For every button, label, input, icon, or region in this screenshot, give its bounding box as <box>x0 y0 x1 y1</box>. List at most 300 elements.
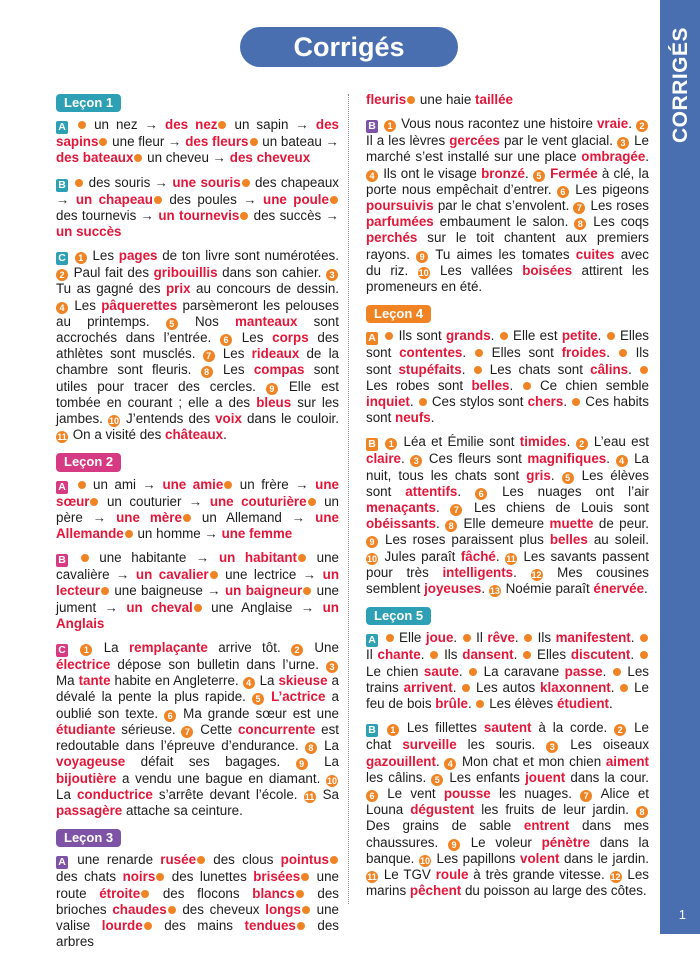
answer-word: pousse <box>443 785 491 801</box>
exercise-text: . <box>452 679 462 695</box>
sentence-number: 4 <box>366 170 378 182</box>
bullet-dot <box>242 179 250 187</box>
bullet-dot <box>476 700 484 708</box>
sentence-number: 11 <box>57 432 67 443</box>
answer-word: remplaçante <box>128 640 208 656</box>
answer-word: des nez <box>165 117 218 133</box>
exercise-text: des brioches <box>56 885 339 917</box>
bullet-dot <box>78 481 86 489</box>
exercise-text: de ton livre sont numérotées. <box>157 248 339 264</box>
bullet-dot <box>303 587 311 595</box>
bullet-dot <box>620 684 628 692</box>
exercise-text: L’eau est <box>593 434 649 450</box>
answer-word: corps <box>272 330 309 346</box>
exercise-text: embaument le salon. <box>433 214 575 230</box>
answer-word: des bateaux <box>56 150 134 166</box>
answer-word: vraie <box>596 116 629 132</box>
exercise-text: . <box>468 696 476 712</box>
exercise-paragraph <box>56 117 339 166</box>
bullet-dot <box>134 154 142 162</box>
bullet-dot <box>607 332 615 340</box>
column-divider <box>348 94 349 904</box>
sentence-number: 10 <box>418 267 429 278</box>
answer-word: chers <box>527 394 564 410</box>
exercise-text: une jument → <box>56 583 339 615</box>
exercise-text: Les roses <box>590 198 649 214</box>
answer-word: arrivent <box>403 679 453 695</box>
lesson-heading: Leçon 4 <box>366 305 431 323</box>
exercise-text: Les roses paraissent plus <box>385 532 550 548</box>
exercise-text: Tu aimes les tomates <box>435 246 576 262</box>
sentence-number: 8 <box>305 742 317 754</box>
answer-word: manifestent <box>555 630 631 646</box>
sentence-number: 2 <box>56 269 68 281</box>
answer-word: un habitant <box>218 550 298 566</box>
answer-word: manteaux <box>234 313 298 329</box>
exercise-text: arrive tôt. <box>207 640 292 656</box>
exercise-text: de la chambre sont fleuris. <box>56 346 339 378</box>
exercise-text: une cavalière → <box>56 550 339 583</box>
exercise-text: du poisson au large des côtes. <box>461 883 647 899</box>
exercise-text: dépose son bulletin dans l’urne. <box>110 657 326 673</box>
bullet-dot <box>144 922 152 930</box>
answer-word: une couturière <box>209 493 307 509</box>
exercise-text: Les fillettes <box>406 720 484 736</box>
sentence-number: 6 <box>366 790 378 802</box>
sentence-number: 6 <box>475 488 487 500</box>
exercise-text: Alice et Louna <box>366 785 649 818</box>
exercise-text: Mes cousines semblent <box>366 564 649 597</box>
exercise-text: On a visité des <box>72 427 166 443</box>
exercise-text: . <box>420 647 430 663</box>
exercise-badge: A <box>56 121 68 134</box>
exercise-text: à clé, la porte nous empêchait d’entrer. <box>366 165 649 197</box>
exercise-text: une lectrice → <box>225 567 323 583</box>
exercise-text: Le feu de bois <box>366 679 649 712</box>
exercise-text: a dévalé la pente la plus rapide. <box>56 673 339 705</box>
bullet-dot <box>430 651 438 659</box>
answer-word: pages <box>118 248 158 264</box>
bullet-dot <box>330 856 338 864</box>
exercise-text: dans la banque. <box>366 834 649 866</box>
exercise-badge: B <box>366 724 378 737</box>
sentence-number: 11 <box>506 553 516 564</box>
bullet-dot <box>386 634 394 642</box>
exercise-text: Léa et Émilie sont <box>403 434 520 450</box>
exercise-text: avec du riz. <box>366 246 649 278</box>
sentence-number: 6 <box>557 186 569 198</box>
exercise-text: Elles <box>537 647 571 663</box>
exercise-text: Les élèves sont <box>366 467 649 499</box>
side-title <box>666 26 696 144</box>
exercise-text: Ma grande sœur est une <box>183 705 339 721</box>
bullet-dot <box>419 398 427 406</box>
exercise-text: . <box>524 165 533 181</box>
exercise-text: . <box>495 548 505 564</box>
answer-word: un tournevis <box>158 207 240 223</box>
exercise-text: Tu as gagné des <box>56 281 166 297</box>
exercise-paragraph <box>56 248 339 443</box>
exercise-text: . <box>513 564 531 580</box>
exercise-text: Les vallées <box>440 262 523 278</box>
bullet-dot <box>500 332 508 340</box>
answer-word: longs <box>265 901 301 917</box>
exercise-text: Sa <box>322 786 339 802</box>
answer-word: une amie <box>162 476 224 492</box>
exercise-text: . <box>644 581 648 597</box>
sentence-number: 3 <box>546 741 558 753</box>
exercise-text: . <box>223 427 227 443</box>
exercise-text: Les marins <box>366 866 649 899</box>
sentence-number: 4 <box>616 455 628 467</box>
exercise-text: sont accrochés dans l’entrée. <box>56 313 339 346</box>
exercise-text: . <box>509 377 522 393</box>
sentence-number: 8 <box>445 520 457 532</box>
answer-word: froides <box>561 345 607 361</box>
bullet-dot <box>81 554 89 562</box>
exercise-text: Paul fait des <box>73 265 154 281</box>
exercise-text: . <box>461 361 473 377</box>
answer-word: pâquerettes <box>101 297 178 313</box>
right-column <box>366 92 649 907</box>
exercise-text: . <box>435 516 446 532</box>
exercise-text: . <box>458 663 469 679</box>
exercise-text: La <box>259 673 279 689</box>
sentence-number: 1 <box>384 120 396 132</box>
bullet-dot <box>463 634 471 642</box>
sentence-number: 7 <box>181 726 193 738</box>
exercise-text: . <box>435 753 445 769</box>
exercise-text: une renarde <box>77 852 161 868</box>
exercise-text: un frère → <box>239 476 316 492</box>
exercise-text: . <box>602 663 612 679</box>
sentence-number: 1 <box>385 438 397 450</box>
answer-word: passe <box>564 663 603 679</box>
exercise-text: des athlètes sont musclés. <box>56 330 340 362</box>
exercise-text: . <box>609 696 613 712</box>
sentence-number: 8 <box>574 218 586 230</box>
answer-word: discutent <box>570 647 631 663</box>
exercise-text: dans le couloir. <box>241 411 339 427</box>
exercise-text: Jules paraît <box>384 548 461 564</box>
exercise-text: Il <box>476 630 488 646</box>
answer-word: noirs <box>122 869 156 885</box>
bullet-dot <box>523 651 531 659</box>
bullet-dot <box>474 366 482 374</box>
sentence-number: 3 <box>326 269 338 281</box>
lesson-heading: Leçon 2 <box>56 453 121 471</box>
exercise-text: sur les jambes. <box>56 394 339 427</box>
bullet-dot <box>572 398 580 406</box>
exercise-paragraph <box>56 852 339 950</box>
exercise-text: attirent les promeneurs en été. <box>366 262 649 295</box>
exercise-text: des clous <box>213 852 281 868</box>
exercise-text: Elle <box>399 630 426 646</box>
exercise-text: . <box>401 451 411 467</box>
sentence-number: 7 <box>450 504 462 516</box>
answer-word: perchés <box>366 230 418 246</box>
exercise-text: des souris → <box>88 174 173 190</box>
answer-word: câlins <box>590 361 629 377</box>
exercise-text: Elle est <box>513 328 562 344</box>
exercise-text: a oublié son texte. <box>56 689 339 721</box>
exercise-text: Les nuages ont l’air <box>502 483 649 499</box>
answer-word: brûle <box>435 696 468 712</box>
answer-word: lourde <box>101 917 143 933</box>
answer-word: un succès <box>56 224 122 240</box>
exercise-badge: C <box>56 644 68 657</box>
bullet-dot <box>141 890 149 898</box>
exercise-text: de peur. <box>593 516 649 532</box>
answer-word: roule <box>435 866 469 882</box>
sentence-number: 2 <box>291 644 303 656</box>
exercise-text: Le marché s’est installé sur une place <box>366 133 649 165</box>
answer-word: poursuivis <box>366 198 434 214</box>
sentence-number: 9 <box>416 251 428 263</box>
lesson-heading: Leçon 5 <box>366 607 431 625</box>
sentence-number: 10 <box>108 416 119 427</box>
exercise-text: Les autos <box>476 679 541 695</box>
exercise-text: des succès → <box>253 207 339 223</box>
sentence-number: 8 <box>636 806 648 818</box>
sentence-number: 5 <box>252 693 264 705</box>
exercise-text: Les <box>241 330 273 346</box>
sentence-number: 8 <box>201 366 213 378</box>
exercise-text: . <box>513 647 523 663</box>
answer-word: une sœur <box>56 476 339 509</box>
exercise-text: . <box>630 630 639 646</box>
answer-word: taillée <box>475 92 513 107</box>
answer-word: gercées <box>449 133 500 149</box>
exercise-text: un nez → <box>94 117 166 133</box>
bullet-dot <box>218 121 226 129</box>
answer-word: des sapins <box>56 117 339 150</box>
exercise-text: Des grains de sable <box>366 818 524 834</box>
exercise-text: Le vent <box>387 785 444 801</box>
sentence-number: 3 <box>326 661 338 673</box>
exercise-paragraph <box>56 640 339 819</box>
exercise-paragraph <box>366 434 649 597</box>
exercise-text: . <box>610 679 620 695</box>
sentence-number: 9 <box>448 839 460 851</box>
exercise-paragraph <box>56 477 339 543</box>
bullet-dot <box>523 382 531 390</box>
bullet-dot <box>240 212 248 220</box>
answer-word: entrent <box>523 818 570 834</box>
bullet-dot <box>210 571 218 579</box>
exercise-text: les câlins. <box>366 769 432 785</box>
exercise-text: attache sa ceinture. <box>122 802 243 818</box>
answer-word: dégustent <box>410 802 475 818</box>
exercise-badge: A <box>366 332 378 345</box>
exercise-text: une Anglaise → <box>211 599 323 615</box>
page-number: 1 <box>678 907 686 922</box>
exercise-text: est redoutable dans l’épreuve d’endurance. <box>56 721 339 754</box>
exercise-text: dans le jardin. <box>559 850 650 866</box>
exercise-text: La caravane <box>483 663 565 679</box>
exercise-text: . <box>563 394 572 410</box>
exercise-text: sur le toit chantent aux premiers rayons. <box>366 230 649 262</box>
exercise-text: Ces fleurs sont <box>428 451 528 467</box>
exercise-text: Vous nous racontez une histoire <box>401 116 597 132</box>
exercise-text: Il <box>366 647 378 663</box>
bullet-dot <box>385 332 393 340</box>
bullet-dot <box>475 349 483 357</box>
exercise-text: des arbres <box>56 917 339 950</box>
exercise-text: un ami → <box>93 476 163 492</box>
answer-word: tante <box>78 673 111 689</box>
bullet-dot <box>524 634 532 642</box>
sentence-number: 4 <box>444 758 456 770</box>
answer-word: blancs <box>252 885 295 901</box>
exercise-text: Le chat <box>366 720 649 753</box>
answer-word: un lecteur <box>56 567 340 599</box>
exercise-text: Ces habits sont <box>366 394 649 426</box>
exercise-text: Elle est tombée en courant ; elle a des <box>56 378 339 410</box>
exercise-text: Ils <box>537 630 556 646</box>
exercise-text: . <box>628 116 636 132</box>
exercise-text: . <box>597 328 606 344</box>
exercise-text: La <box>324 754 339 770</box>
answer-word: passagère <box>56 802 123 818</box>
exercise-text: à la corde. <box>531 720 615 736</box>
bullet-dot <box>168 906 176 914</box>
answer-word: bronzé <box>481 165 525 181</box>
exercise-text: J’entends des <box>126 411 216 427</box>
sentence-number: 11 <box>304 791 315 802</box>
exercise-text: une habitante → <box>99 550 219 566</box>
answer-word: fâché <box>460 548 496 564</box>
answer-word: skieuse <box>278 673 328 689</box>
answer-word: joue <box>425 630 454 646</box>
answer-word: muette <box>549 516 594 532</box>
bullet-dot <box>640 366 648 374</box>
answer-word: des fleurs <box>185 134 249 150</box>
answer-word: stupéfaits <box>398 361 462 377</box>
answer-word: sautent <box>483 720 532 736</box>
exercise-text: a vendu une bague en diamant. <box>116 770 326 786</box>
answer-word: un chapeau <box>75 191 153 207</box>
answer-word: contentes <box>399 345 463 361</box>
bullet-dot <box>297 922 305 930</box>
sentence-number: 12 <box>531 569 542 580</box>
answer-word: ombragée <box>581 149 646 165</box>
answer-word: timides <box>519 434 567 450</box>
answer-word: gribouillis <box>153 265 218 281</box>
exercise-text: . <box>490 328 499 344</box>
sentence-number: 3 <box>617 137 629 149</box>
exercise-text: par le vent glacial. <box>499 133 617 149</box>
exercise-text: . <box>462 345 474 361</box>
exercise-text: Les enfants <box>449 769 526 785</box>
answer-word: bleus <box>256 394 292 410</box>
sentence-number: 1 <box>75 252 87 264</box>
sentence-number: 11 <box>367 871 377 882</box>
bullet-dot <box>462 684 470 692</box>
exercise-text: dans son cahier. <box>217 265 326 281</box>
exercise-paragraph <box>56 550 339 632</box>
answer-word: châteaux <box>165 427 224 443</box>
exercise-text: une fleur → <box>112 134 186 150</box>
exercise-text: Ces stylos sont <box>431 394 528 410</box>
exercise-badge: A <box>56 481 68 494</box>
exercise-paragraph <box>366 328 649 426</box>
answer-word: conductrice <box>76 786 153 802</box>
exercise-text: sérieuse. <box>115 721 182 737</box>
sentence-number: 5 <box>562 472 574 484</box>
sentence-number: 5 <box>533 170 545 182</box>
answer-word: menaçants <box>366 500 436 516</box>
exercise-text: Elles sont <box>366 328 649 361</box>
side-title-text: CORRIGÉS <box>669 26 693 144</box>
bullet-dot <box>99 138 107 146</box>
sentence-number: 6 <box>220 334 232 346</box>
bullet-dot <box>301 873 309 881</box>
exercise-text: des lunettes <box>171 869 254 885</box>
answer-word: attentifs <box>405 483 458 499</box>
sentence-number: 10 <box>366 553 377 564</box>
exercise-text: un sapin → <box>234 117 316 133</box>
exercise-text: . <box>457 483 476 499</box>
exercise-text: . <box>514 630 524 646</box>
exercise-text: La nuit, tous les chats sont <box>366 451 649 483</box>
exercise-text: Ils <box>444 647 463 663</box>
answer-word: pointus <box>280 852 329 868</box>
answer-word: brisées <box>253 869 301 885</box>
exercise-text: Elle demeure <box>463 516 550 532</box>
exercise-text: les nuages. <box>490 785 581 801</box>
bullet-dot <box>407 96 415 104</box>
exercise-text: Ils sont <box>398 328 446 344</box>
exercise-text: Nos <box>194 313 235 329</box>
exercise-text: dans la cour. <box>565 769 649 785</box>
exercise-text: Les pigeons <box>575 181 649 197</box>
bullet-dot <box>101 587 109 595</box>
answer-word: fleuris <box>366 92 407 107</box>
exercise-text: au concours de dessin. <box>190 281 340 297</box>
answer-word: rêve <box>487 630 515 646</box>
sentence-number: 9 <box>266 383 278 395</box>
exercise-text: . <box>453 630 462 646</box>
bullet-dot <box>640 634 648 642</box>
sentence-number: 12 <box>610 871 621 882</box>
bullet-dot <box>154 196 162 204</box>
sentence-number: 4 <box>243 677 255 689</box>
exercise-text: un cheveu → <box>147 150 230 166</box>
answer-word: étudiante <box>56 721 116 737</box>
sentence-number: 5 <box>166 318 178 330</box>
exercise-text: s’arrête devant l’école. <box>152 786 304 802</box>
exercise-text: Il a les lèvres <box>366 133 450 149</box>
exercise-text: . <box>606 345 618 361</box>
exercise-paragraph <box>366 720 649 899</box>
exercise-text: Cette <box>200 721 238 737</box>
sentence-number: 7 <box>203 350 215 362</box>
bullet-dot <box>613 668 621 676</box>
sentence-number: 5 <box>431 774 443 786</box>
exercise-text: Le TGV <box>383 866 436 882</box>
exercise-text: défait ses bagages. <box>125 754 296 770</box>
answer-word: énervée <box>593 581 645 597</box>
page-title: Corrigés <box>240 27 458 67</box>
answer-word: rusée <box>160 852 197 868</box>
answer-word: chante <box>377 647 421 663</box>
exercise-text: . <box>430 410 435 426</box>
answer-word: étroite <box>99 885 141 901</box>
bullet-dot <box>125 530 133 538</box>
exercise-text: . <box>566 434 576 450</box>
answer-word: obéissants <box>366 516 436 532</box>
